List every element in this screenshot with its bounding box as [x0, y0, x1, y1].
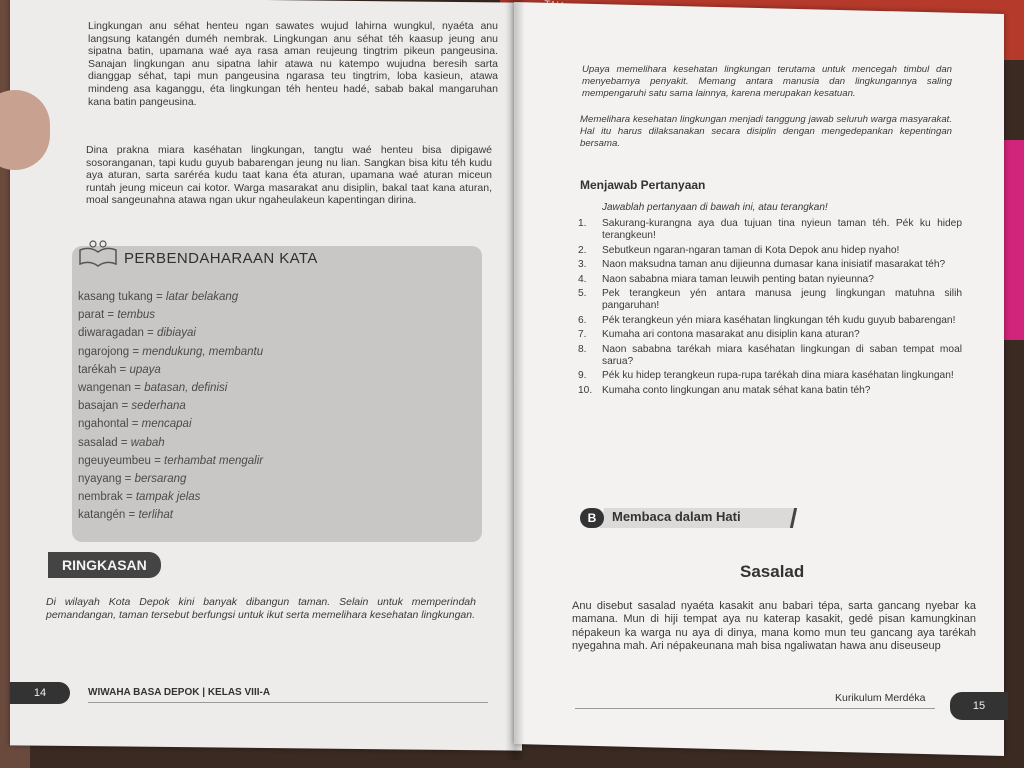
- question-item: [578, 315, 962, 327]
- vocab-item: [78, 415, 263, 433]
- vocabulary-list: [78, 288, 263, 525]
- question-text: Naon sababna tarékah miara kaséhatan lingkungan di saban tempat moal sarua?: [602, 343, 962, 368]
- vocab-item: [78, 434, 263, 452]
- vocab-word: tarékah: [78, 363, 117, 376]
- questions-instruction: Jawablah pertanyaan di bawah ini, atau terangkan!: [602, 202, 828, 213]
- question-number: 9.: [578, 370, 587, 382]
- vocab-meaning: latar belakang: [165, 291, 239, 303]
- vocab-word: nyayang: [78, 473, 122, 486]
- vocab-equals: =: [104, 309, 118, 322]
- vocab-meaning: upaya: [129, 363, 161, 376]
- question-number: 10.: [578, 384, 593, 396]
- vocab-meaning: sederhana: [131, 400, 186, 413]
- vocab-item: [78, 343, 263, 361]
- vocab-word: wangenan: [78, 382, 132, 395]
- vocab-equals: =: [122, 491, 136, 504]
- question-number: 8.: [578, 343, 587, 355]
- story-text: Anu disebut sasalad nyaéta kasakit anu babari tépa, sarta gancang nyebar ka mamana. Mun di hiji tempat aya nu katerap kasakit, gedé pisan kamungkinan népakeun ka warga nu aya di dinya, mana komo mun teu gancang aya tarékah nyegahna mah. Ari népakeunana mah bisa ngaliwatan hawa anu diseuseup: [572, 600, 976, 653]
- vocab-word: ngeuyeumbeu: [78, 454, 151, 467]
- vocab-word: sasalad: [78, 436, 118, 449]
- vocab-equals: =: [117, 436, 131, 449]
- vocab-item: [78, 488, 263, 506]
- vocab-equals: =: [116, 363, 130, 376]
- question-text: Kumaha ari contona masarakat anu disiplin kana aturan?: [602, 329, 860, 341]
- right-footer-title: Kurikulum Merdéka: [835, 692, 926, 704]
- question-number: 4.: [578, 273, 587, 285]
- question-text: Naon maksudna taman anu dijieunna dumasar kana inisiatif masarakat téh?: [602, 259, 946, 271]
- question-item: [578, 274, 962, 286]
- vocab-equals: =: [143, 327, 157, 340]
- vocab-word: basajan: [78, 400, 119, 413]
- question-text: Pék ku hidep terangkeun rupa-rupa tarékah dina miara kaséhatan lingkungan!: [602, 370, 954, 382]
- vocab-meaning: tampak jelas: [135, 491, 201, 504]
- section-b-title: Membaca dalam Hati: [612, 509, 741, 524]
- vocab-word: parat: [78, 309, 105, 322]
- question-item: [578, 218, 962, 243]
- left-footer-rule: [88, 702, 488, 703]
- section-b-header: [580, 506, 798, 530]
- section-b-letter: B: [580, 508, 604, 528]
- right-page-number: 15: [950, 692, 1008, 720]
- vocab-equals: =: [152, 291, 166, 303]
- vocab-item: [78, 506, 263, 524]
- right-footer-rule: [575, 708, 935, 709]
- vocab-equals: =: [131, 382, 145, 395]
- left-footer: [10, 682, 510, 708]
- vocab-meaning: mencapai: [141, 418, 192, 431]
- question-item: [578, 329, 962, 341]
- question-text: Naon sababna miara taman leuwih penting batan nyieunna?: [602, 273, 874, 285]
- vocab-item: [78, 324, 263, 342]
- book-gutter: [505, 0, 525, 760]
- question-item: [578, 245, 962, 257]
- summary-label: RINGKASAN: [48, 552, 161, 578]
- vocab-meaning: batasan, definisi: [144, 382, 228, 395]
- vocab-equals: =: [128, 418, 142, 431]
- vocab-word: ngarojong: [78, 345, 130, 358]
- question-text: Sebutkeun ngaran-ngaran taman di Kota Depok anu hidep nyaho!: [602, 244, 900, 256]
- vocab-equals: =: [129, 345, 143, 358]
- questions-list: [578, 218, 962, 399]
- vocab-item: [78, 361, 263, 379]
- question-item: [578, 288, 962, 313]
- left-footer-title: WIWAHA BASA DEPOK | KELAS VIII-A: [88, 687, 271, 698]
- question-text: Pék terangkeun yén miara kaséhatan lingkungan téh kudu guyub babarengan!: [602, 314, 956, 326]
- vocab-equals: =: [125, 509, 139, 522]
- vocab-item: [78, 397, 263, 415]
- summary-text: Di wilayah Kota Depok kini banyak dibangun taman. Selain untuk memperindah pemandangan, taman tersebut berfungsi untuk ikut serta memelihara kesehatan lingkungan.: [46, 596, 476, 621]
- vocab-meaning: wabah: [130, 436, 165, 449]
- vocab-word: nembrak: [78, 491, 123, 504]
- vocab-equals: =: [118, 400, 132, 413]
- question-number: 6.: [578, 314, 587, 326]
- vocab-meaning: tembus: [117, 309, 156, 322]
- right-intro-2: Memelihara kesehatan lingkungan menjadi tanggung jawab seluruh warga masyarakat. Hal itu harus dilaksanakan secara disiplin dengan mengedepankan kepentingan bersama.: [580, 114, 952, 149]
- question-number: 3.: [578, 259, 587, 271]
- question-number: 7.: [578, 329, 587, 341]
- vocab-item: [78, 470, 263, 488]
- vocab-meaning: terlihat: [138, 509, 173, 522]
- vocab-meaning: mendukung, membantu: [142, 345, 264, 358]
- story-title: Sasalad: [740, 562, 805, 581]
- left-page-number: 14: [10, 682, 70, 704]
- vocab-word: kasang tukang: [78, 291, 153, 303]
- vocab-meaning: terhambat mengalir: [164, 454, 264, 467]
- vocab-item: [78, 379, 263, 397]
- vocab-word: katangén: [78, 509, 126, 522]
- vocab-item: [78, 288, 263, 306]
- vocab-word: ngahontal: [78, 418, 129, 431]
- open-book-icon: [76, 238, 120, 270]
- vocabulary-title: PERBENDAHARAAN KATA: [124, 250, 318, 267]
- left-paragraph-1: Lingkungan anu séhat henteu ngan sawates wujud lahirna wungkul, nyaéta anu langsung katangén duméh nembrak. Lingkungan anu séhat téh kaasup jeung anu sipatna batin, upamana waé aya rasa aman reujeung tingtrim pikeun pangeusina. Sanajan lingkungan anu sipatna lahir atawa nu katempo wujudna beresih sarta dianggap séhat, tapi mun pangeusina ngarasa teu tingtrim, loba kasieun, atawa mindeng asa kaganggu, éta lingkungan téh henteu hadé, sabab bakal mangaruhan kana batin pangeusina.: [88, 20, 498, 108]
- vocab-word: diwaragadan: [78, 327, 144, 340]
- question-text: Kumaha conto lingkungan anu matak séhat kana batin téh?: [602, 384, 871, 396]
- vocab-equals: =: [150, 454, 165, 467]
- question-text: Pek terangkeun yén antara manusa jeung lingkungan matuhna silih pangaruhan!: [602, 288, 962, 312]
- question-item: [578, 370, 962, 382]
- question-item: [578, 344, 962, 369]
- vocab-item: [78, 452, 263, 470]
- question-text: Sakurang-kurangna aya dua tujuan tina nyieun taman téh. Pék ku hidep terangkeun!: [602, 218, 962, 242]
- left-paragraph-2: Dina prakna miara kaséhatan lingkungan, tangtu waé henteu bisa dipigawé sosoranganan, tapi kudu guyub babarengan jeung nu lian. Sangkan bisa kitu téh kudu aya aturan, sarta saréréa kudu taat kana éta aturan, upamana waé aturan miceun runtah jeung miceun cai kotor. Warga masarakat anu disiplin, bakal taat kana aturan, moal sangeunahna atawa ngan ukur ngaheulakeun kapentingan dirina.: [86, 144, 492, 207]
- question-item: [578, 259, 962, 271]
- right-intro-1: Upaya memelihara kesehatan lingkungan terutama untuk mencegah timbul dan menyebarnya penyakit. Memang antara manusia dan lingkungannya saling mempengaruhi satu sama lainnya, karena merupakan kesatuan.: [582, 64, 952, 99]
- question-item: [578, 385, 962, 397]
- question-number: 2.: [578, 244, 587, 256]
- right-footer: [575, 690, 1005, 720]
- question-number: 5.: [578, 288, 587, 300]
- vocab-meaning: dibiayai: [156, 327, 196, 340]
- vocab-meaning: bersarang: [134, 473, 187, 486]
- questions-heading: Menjawab Pertanyaan: [580, 178, 706, 192]
- vocab-equals: =: [121, 473, 135, 486]
- question-number: 1.: [578, 218, 587, 229]
- vocab-item: [78, 306, 263, 324]
